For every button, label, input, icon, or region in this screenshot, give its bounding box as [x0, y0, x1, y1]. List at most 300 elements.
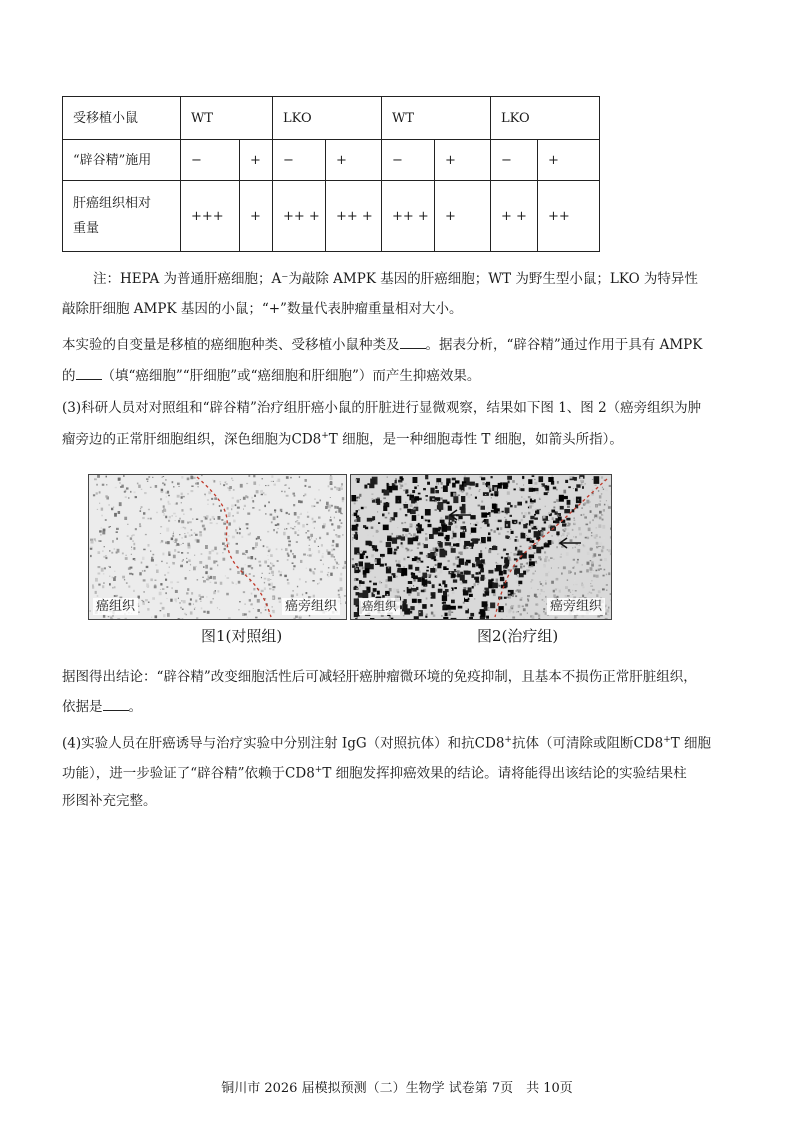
tissue-speckle [94, 478, 97, 480]
tissue-speckle [573, 536, 574, 537]
tissue-speckle [603, 509, 605, 512]
tissue-speckle [196, 617, 198, 619]
tissue-speckle [330, 476, 333, 480]
tissue-speckle [509, 609, 511, 612]
tissue-speckle [356, 588, 359, 590]
tissue-speckle [386, 579, 388, 582]
tissue-speckle [602, 525, 605, 529]
tissue-speckle [532, 573, 534, 575]
cd8-cell-mark [452, 478, 456, 481]
tissue-speckle [245, 495, 247, 498]
tissue-speckle [433, 548, 436, 552]
cd8-cell-mark [413, 537, 418, 541]
tissue-speckle [238, 609, 239, 610]
tissue-speckle [578, 499, 579, 500]
tissue-speckle [413, 533, 416, 536]
tissue-speckle [514, 593, 516, 595]
tissue-speckle [316, 502, 318, 504]
tissue-speckle [276, 532, 278, 534]
tissue-speckle [395, 478, 397, 480]
tissue-speckle [538, 618, 540, 619]
tissue-speckle [239, 601, 241, 602]
cd8-cell-mark [442, 595, 447, 601]
tissue-speckle [311, 505, 314, 507]
tissue-speckle [175, 516, 176, 517]
cd8-cell-mark [457, 565, 461, 568]
tissue-speckle [241, 568, 244, 571]
tissue-speckle [415, 503, 418, 507]
cd8-cell-mark [408, 538, 414, 545]
tissue-speckle [600, 501, 602, 502]
cd8-cell-mark [362, 581, 365, 584]
tissue-speckle [219, 505, 221, 507]
tissue-speckle [197, 480, 198, 481]
tissue-speckle [163, 515, 164, 516]
tissue-speckle [178, 618, 180, 619]
cd8-cell-mark [414, 616, 419, 619]
cd8-cell-mark [472, 586, 474, 589]
tissue-speckle [600, 559, 602, 561]
tissue-speckle [102, 484, 105, 486]
tissue-speckle [265, 609, 267, 611]
tissue-speckle [145, 599, 148, 601]
cd8-cell-mark [380, 564, 384, 567]
tissue-speckle [524, 512, 527, 515]
tissue-speckle [226, 481, 227, 482]
tissue-speckle [160, 583, 162, 585]
tissue-speckle [583, 485, 584, 486]
tissue-speckle [543, 516, 546, 519]
tissue-speckle [188, 559, 191, 562]
tissue-speckle [598, 554, 601, 556]
cd8-cell-mark [443, 500, 448, 504]
tissue-speckle [587, 552, 590, 555]
tissue-speckle [117, 549, 120, 553]
tissue-speckle [411, 514, 412, 515]
tissue-speckle [260, 539, 261, 540]
tissue-speckle [458, 519, 459, 520]
cd8-cell-mark [443, 604, 447, 608]
cd8-cell-mark [446, 605, 451, 610]
tissue-speckle [179, 602, 180, 603]
tissue-speckle [284, 491, 285, 493]
tissue-speckle [194, 568, 195, 569]
tissue-speckle [300, 560, 302, 563]
tissue-speckle [211, 498, 213, 500]
cd8-cell-mark [491, 494, 494, 496]
tissue-speckle [227, 487, 229, 488]
tissue-speckle [255, 617, 257, 619]
tissue-speckle [181, 476, 183, 479]
tissue-speckle [287, 523, 289, 525]
tissue-speckle [123, 475, 125, 477]
tissue-speckle [397, 535, 399, 537]
cd8-cell-mark [394, 512, 398, 517]
tissue-speckle [460, 582, 462, 585]
tissue-speckle [143, 512, 145, 515]
tissue-speckle [583, 514, 585, 516]
tissue-speckle [96, 484, 98, 486]
tissue-speckle [586, 500, 589, 504]
tissue-speckle [505, 603, 507, 605]
answer-blank [76, 365, 102, 380]
tissue-speckle [189, 603, 191, 605]
tissue-speckle [140, 508, 141, 509]
tissue-speckle [406, 551, 408, 553]
tissue-speckle [413, 585, 414, 586]
cd8-cell-mark [375, 549, 378, 552]
tissue-speckle [398, 560, 401, 563]
tissue-speckle [572, 590, 573, 591]
cd8-cell-mark [517, 502, 522, 506]
tissue-speckle [185, 535, 187, 538]
tissue-speckle [101, 515, 103, 517]
tissue-speckle [580, 571, 583, 573]
tissue-speckle [264, 587, 266, 590]
tissue-speckle [435, 553, 438, 556]
tissue-speckle [264, 578, 267, 580]
tissue-speckle [184, 533, 185, 534]
cd8-cell-mark [470, 482, 475, 486]
cd8-cell-mark [429, 582, 431, 584]
question-text [62, 365, 480, 387]
tissue-speckle [101, 568, 104, 572]
tissue-speckle [126, 487, 129, 489]
tissue-speckle [497, 553, 498, 555]
cd8-cell-mark [534, 518, 538, 520]
tissue-speckle [599, 542, 602, 546]
tissue-speckle [292, 590, 293, 591]
tissue-speckle [173, 486, 174, 487]
tissue-speckle [610, 536, 611, 538]
tissue-speckle [604, 569, 606, 571]
tissue-speckle [205, 571, 207, 574]
tissue-speckle [92, 584, 94, 586]
tissue-speckle [421, 586, 423, 589]
cd8-cell-mark [433, 592, 435, 595]
tissue-speckle [352, 539, 353, 540]
tissue-speckle [198, 486, 199, 487]
tissue-speckle [402, 534, 404, 537]
tissue-speckle [172, 535, 174, 537]
table-cell: + [240, 140, 273, 181]
tissue-speckle [496, 579, 499, 582]
tissue-speckle [208, 491, 211, 494]
tissue-speckle [423, 543, 425, 545]
tissue-speckle [609, 492, 610, 493]
tissue-speckle [380, 541, 383, 543]
tissue-speckle [265, 513, 266, 515]
tissue-speckle [414, 579, 416, 581]
superscript: + [321, 431, 329, 441]
cd8-cell-mark [492, 504, 496, 509]
tissue-speckle [405, 502, 407, 503]
tissue-speckle [208, 556, 211, 559]
tissue-speckle [338, 594, 340, 596]
tissue-speckle [259, 565, 261, 567]
cd8-cell-mark [356, 510, 358, 512]
tissue-speckle [148, 602, 150, 603]
tissue-speckle [177, 582, 179, 584]
tissue-speckle [179, 534, 180, 535]
row-label-line: 肝癌组织相对 [73, 196, 152, 211]
tissue-speckle [409, 553, 410, 555]
cd8-cell-mark [443, 617, 448, 619]
tissue-speckle [517, 561, 519, 562]
tissue-speckle [228, 535, 230, 537]
cd8-cell-mark [457, 556, 459, 558]
question-3-text [62, 425, 623, 451]
tissue-speckle [512, 617, 515, 619]
tissue-speckle [272, 565, 274, 567]
tissue-speckle [330, 517, 331, 518]
tissue-speckle [246, 523, 249, 525]
cd8-cell-mark [426, 570, 429, 572]
cd8-cell-mark [365, 527, 368, 530]
tissue-speckle [314, 568, 316, 570]
tissue-speckle [302, 594, 303, 596]
tissue-speckle [591, 535, 593, 536]
answer-blank [103, 696, 129, 711]
tissue-speckle [191, 534, 192, 536]
cd8-cell-mark [491, 579, 494, 582]
tissue-speckle [273, 529, 275, 531]
tissue-speckle [181, 601, 182, 602]
tissue-speckle [437, 547, 440, 549]
cd8-cell-mark [534, 531, 540, 537]
tissue-speckle [426, 614, 428, 616]
tissue-speckle [272, 575, 273, 576]
tissue-speckle [269, 588, 272, 590]
tissue-speckle [607, 550, 608, 551]
cd8-cell-mark [446, 535, 450, 539]
tissue-speckle [229, 489, 231, 491]
tissue-speckle [300, 501, 303, 504]
tissue-speckle [229, 486, 232, 489]
cd8-cell-mark [505, 535, 508, 538]
text-span: 瘤旁边的正常肝细胞组织，深色细胞为CD8 [62, 431, 322, 448]
tissue-speckle [592, 589, 595, 591]
tissue-speckle [210, 519, 212, 521]
tissue-speckle [582, 583, 583, 584]
tissue-speckle [579, 533, 582, 536]
tissue-speckle [239, 527, 240, 528]
cd8-cell-mark [430, 488, 434, 494]
tissue-speckle [220, 510, 222, 512]
cd8-cell-mark [478, 564, 483, 568]
tissue-speckle [195, 600, 197, 603]
cd8-cell-mark [435, 486, 437, 489]
cd8-cell-mark [448, 506, 452, 511]
tissue-speckle [462, 522, 465, 524]
cd8-cell-mark [438, 502, 444, 510]
tissue-speckle [272, 586, 275, 588]
tissue-speckle [453, 566, 455, 568]
tissue-speckle [529, 509, 530, 510]
tissue-speckle [173, 513, 176, 515]
cd8-cell-mark [482, 601, 488, 607]
tissue-speckle [288, 541, 291, 543]
cd8-cell-mark [478, 539, 480, 541]
cd8-cell-mark [443, 591, 447, 596]
tissue-speckle [433, 567, 434, 568]
cd8-cell-mark [391, 618, 394, 619]
tissue-speckle [435, 509, 437, 511]
tissue-speckle [168, 554, 170, 556]
tissue-speckle [305, 581, 307, 582]
tissue-speckle [385, 517, 388, 519]
tissue-speckle [105, 557, 107, 559]
tissue-speckle [209, 551, 212, 554]
tissue-speckle [426, 598, 428, 600]
cd8-cell-mark [528, 479, 532, 484]
tissue-speckle [343, 566, 346, 569]
tissue-speckle [213, 576, 216, 580]
tissue-speckle [482, 482, 484, 485]
tissue-speckle [341, 483, 343, 485]
tissue-speckle [288, 513, 290, 515]
tissue-speckle [147, 608, 149, 611]
tissue-speckle [201, 596, 204, 598]
tissue-speckle [557, 588, 558, 589]
tissue-speckle [607, 505, 609, 507]
tissue-speckle [98, 540, 99, 541]
tissue-speckle [544, 601, 545, 602]
tissue-speckle [142, 600, 143, 601]
tissue-speckle [528, 512, 530, 515]
tissue-speckle [264, 494, 267, 496]
tissue-speckle [403, 615, 405, 616]
tissue-speckle [536, 542, 538, 545]
tissue-speckle [450, 546, 451, 547]
tissue-speckle [552, 517, 554, 520]
tissue-speckle [367, 534, 368, 536]
cd8-cell-mark [539, 476, 544, 482]
tissue-speckle [273, 481, 274, 482]
tissue-speckle [548, 559, 550, 561]
tissue-speckle [294, 495, 296, 497]
tissue-speckle [119, 482, 121, 484]
tissue-speckle [448, 614, 451, 616]
tissue-speckle [267, 565, 269, 567]
cd8-cell-mark [383, 525, 389, 531]
tissue-speckle [570, 539, 573, 542]
tissue-speckle [160, 610, 162, 611]
cd8-cell-mark [529, 554, 535, 558]
tissue-speckle [187, 588, 189, 591]
cd8-cell-mark [434, 559, 437, 561]
tissue-speckle [314, 521, 317, 523]
tissue-speckle [575, 536, 577, 538]
tissue-speckle [215, 590, 216, 592]
tissue-speckle [572, 594, 573, 595]
cd8-cell-mark [491, 510, 494, 513]
superscript: + [314, 765, 323, 775]
tissue-speckle [165, 592, 167, 594]
cd8-cell-mark [404, 504, 409, 508]
tissue-speckle [272, 597, 274, 599]
cd8-cell-mark [407, 509, 411, 513]
tissue-speckle [111, 552, 113, 554]
tissue-speckle [344, 595, 346, 597]
tissue-speckle [244, 604, 245, 605]
tissue-speckle [106, 484, 107, 486]
tissue-speckle [314, 506, 316, 507]
tissue-speckle [193, 477, 195, 479]
cd8-cell-mark [418, 577, 422, 582]
tissue-speckle [444, 539, 446, 541]
tissue-speckle [338, 564, 340, 565]
tissue-speckle [330, 488, 333, 490]
tissue-speckle [303, 554, 306, 556]
tissue-speckle [203, 611, 205, 613]
tissue-speckle [467, 617, 468, 618]
cd8-cell-mark [475, 497, 477, 499]
tissue-speckle [128, 497, 130, 498]
cd8-cell-mark [408, 565, 412, 570]
tissue-speckle [592, 479, 593, 480]
tissue-speckle [390, 521, 392, 522]
cd8-cell-mark [387, 548, 392, 555]
tissue-speckle [182, 543, 183, 544]
tissue-speckle [176, 502, 178, 504]
tissue-speckle [516, 580, 519, 583]
tissue-speckle [180, 607, 182, 609]
tissue-speckle [400, 487, 403, 489]
tissue-speckle [186, 558, 187, 559]
tissue-speckle [589, 501, 590, 503]
cd8-cell-mark [454, 569, 456, 571]
tissue-speckle [309, 545, 310, 546]
tissue-speckle [573, 488, 574, 489]
tissue-speckle [589, 521, 591, 523]
tissue-speckle [556, 499, 559, 502]
tissue-speckle [320, 571, 323, 573]
tissue-speckle [479, 530, 481, 533]
tissue-speckle [256, 490, 259, 493]
tissue-speckle [166, 586, 168, 588]
tissue-speckle [96, 492, 98, 494]
tissue-speckle [253, 588, 255, 590]
tissue-speckle [130, 491, 132, 493]
tissue-speckle [336, 536, 338, 537]
tissue-speckle [473, 524, 475, 526]
tissue-speckle [526, 569, 528, 572]
tissue-speckle [514, 522, 516, 524]
tissue-speckle [262, 478, 264, 479]
tissue-speckle [582, 595, 584, 598]
tissue-speckle [418, 514, 420, 516]
tissue-speckle [587, 562, 590, 565]
tissue-speckle [417, 560, 420, 563]
tissue-speckle [517, 539, 519, 542]
tissue-speckle [598, 503, 601, 505]
tissue-speckle [335, 534, 337, 536]
cd8-cell-mark [515, 547, 517, 550]
tissue-speckle [435, 564, 437, 566]
tissue-speckle [202, 577, 204, 578]
tissue-speckle [172, 562, 175, 565]
tissue-speckle [511, 605, 513, 607]
tissue-speckle [95, 578, 98, 582]
tissue-speckle [521, 519, 523, 522]
tissue-speckle [112, 587, 114, 589]
tissue-speckle [311, 538, 312, 539]
table-cell: WT [382, 97, 491, 140]
cd8-cell-mark [412, 515, 417, 521]
tissue-speckle [374, 593, 376, 595]
tissue-speckle [200, 601, 201, 602]
